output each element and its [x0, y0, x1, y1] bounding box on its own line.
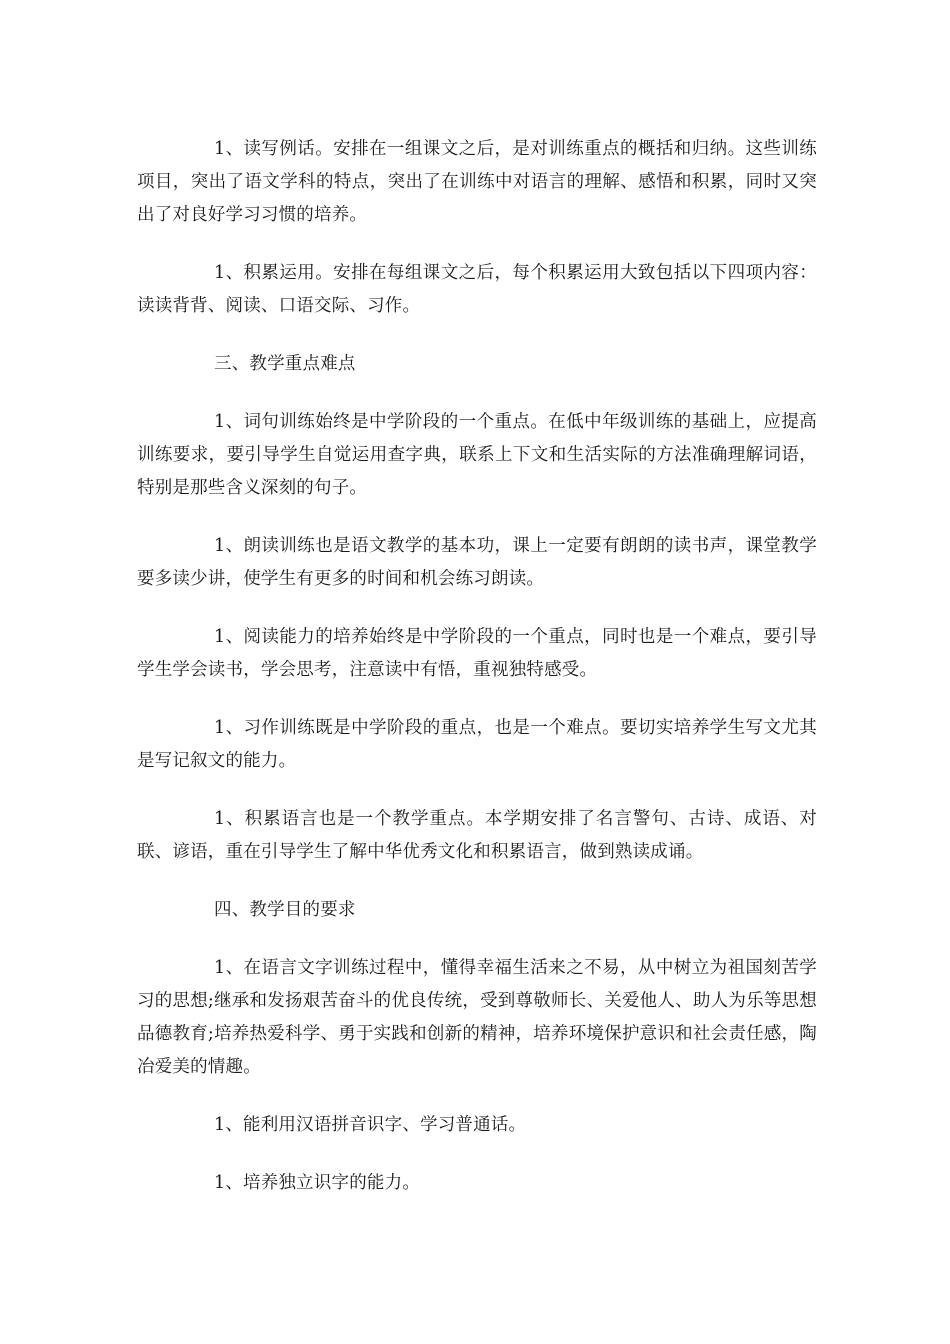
paragraph-writing-training: 1、习作训练既是中学阶段的重点，也是一个难点。要切实培养学生写文尤其是写记叙文的能力。 — [137, 718, 817, 771]
section-heading-key-difficult-points: 三、教学重点难点 — [214, 354, 356, 374]
paragraph-word-sentence-training: 1、词句训练始终是中学阶段的一个重点。在低中年级训练的基础上，应提高训练要求，要引导学生自觉运用查字典，联系上下文和生活实际的方法准确理解词语，特别是那些含义深刻的句子。 — [137, 412, 817, 498]
paragraph-reading-writing-examples: 1、读写例话。安排在一组课文之后，是对训练重点的概括和归纳。这些训练项目，突出了语文学科的特点，突出了在训练中对语言的理解、感悟和积累，同时又突出了对良好学习习惯的培养。 — [137, 139, 817, 225]
section-heading-teaching-goals: 四、教学目的要求 — [214, 900, 356, 920]
paragraph-accumulation-use: 1、积累运用。安排在每组课文之后，每个积累运用大致包括以下四项内容：读读背背、阅读、口语交际、习作。 — [137, 263, 817, 316]
paragraph-pinyin-literacy: 1、能利用汉语拼音识字、学习普通话。 — [214, 1115, 527, 1135]
paragraph-independent-literacy: 1、培养独立识字的能力。 — [214, 1173, 421, 1193]
paragraph-reading-aloud-training: 1、朗读训练也是语文教学的基本功，课上一定要有朗朗的读书声，课堂教学要多读少讲，使学生有更多的时间和机会练习朗读。 — [137, 536, 817, 589]
paragraph-reading-ability: 1、阅读能力的培养始终是中学阶段的一个重点，同时也是一个难点，要引导学生学会读书，学会思考，注意读中有悟，重视独特感受。 — [137, 627, 817, 680]
paragraph-language-accumulation: 1、积累语言也是一个教学重点。本学期安排了名言警句、古诗、成语、对联、谚语，重在引导学生了解中华优秀文化和积累语言，做到熟读成诵。 — [137, 809, 817, 862]
paragraph-language-training-process: 1、在语言文字训练过程中，懂得幸福生活来之不易，从中树立为祖国刻苦学习的思想;继承和发扬艰苦奋斗的优良传统，受到尊敬师长、关爱他人、助人为乐等思想品德教育;培养热爱科学、勇于实践和创新的精神，培养环境保护意识和社会责任感，陶冶爱美的情趣。 — [137, 958, 817, 1077]
document-page — [137, 133, 817, 1225]
